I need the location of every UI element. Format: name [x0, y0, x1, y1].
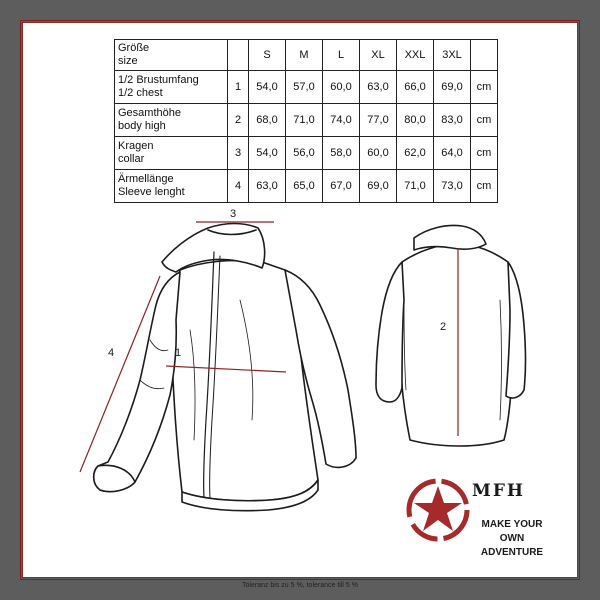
- cell-value: 65,0: [286, 170, 323, 203]
- jacket-back-collar: [414, 226, 486, 251]
- header-size-xl: XL: [360, 40, 397, 71]
- jacket-front-drawing: [94, 224, 356, 511]
- cell-value: 57,0: [286, 71, 323, 104]
- star-icon: [414, 486, 462, 531]
- cell-unit: cm: [471, 170, 498, 203]
- cell-value: 71,0: [286, 104, 323, 137]
- cell-value: 60,0: [323, 71, 360, 104]
- height-marker-label: 2: [440, 321, 447, 333]
- cell-value: 58,0: [323, 137, 360, 170]
- mfh-star-logo: [409, 481, 467, 539]
- tolerance-note: Toleranz bis zu 5 %, tolerance till 5 %: [242, 582, 358, 589]
- row-index: 3: [228, 137, 249, 170]
- cell-value: 80,0: [397, 104, 434, 137]
- row-index: 4: [228, 170, 249, 203]
- cell-value: 68,0: [249, 104, 286, 137]
- header-size-xxl: XXL: [397, 40, 434, 71]
- row-label-de: Gesamthöhe: [118, 107, 181, 119]
- cell-value: 69,0: [360, 170, 397, 203]
- header-size-s: S: [249, 40, 286, 71]
- row-label-en: body high: [118, 120, 166, 132]
- row-label-en: collar: [118, 153, 145, 165]
- jacket-back-right-sleeve: [506, 262, 526, 398]
- chest-marker-label: 1: [175, 347, 182, 359]
- header-size-l: L: [323, 40, 360, 71]
- cell-value: 67,0: [323, 170, 360, 203]
- row-label-en: 1/2 chest: [118, 87, 163, 99]
- cell-value: 73,0: [434, 170, 471, 203]
- cell-value: 63,0: [249, 170, 286, 203]
- header-size-3xl: 3XL: [434, 40, 471, 71]
- row-label-de: Ärmellänge: [118, 173, 174, 185]
- jacket-front-left-sleeve: [94, 272, 180, 492]
- cell-value: 64,0: [434, 137, 471, 170]
- cell-value: 77,0: [360, 104, 397, 137]
- cell-unit: cm: [471, 104, 498, 137]
- row-index: 1: [228, 71, 249, 104]
- row-index: 2: [228, 104, 249, 137]
- cell-value: 66,0: [397, 71, 434, 104]
- slogan-line-2: ADVENTURE: [480, 547, 544, 558]
- cell-value: 54,0: [249, 71, 286, 104]
- jacket-back-drawing: [376, 226, 526, 447]
- slogan-line-1: MAKE YOUR OWN: [481, 519, 543, 544]
- cell-value: 62,0: [397, 137, 434, 170]
- cell-value: 54,0: [249, 137, 286, 170]
- cell-value: 69,0: [434, 71, 471, 104]
- cell-unit: cm: [471, 137, 498, 170]
- cell-value: 56,0: [286, 137, 323, 170]
- brand-name: MFH: [472, 481, 525, 501]
- cell-value: 60,0: [360, 137, 397, 170]
- jacket-back-body: [400, 244, 513, 446]
- cell-value: 63,0: [360, 71, 397, 104]
- row-label-en: Sleeve lenght: [118, 186, 185, 198]
- cell-unit: cm: [471, 71, 498, 104]
- sleeve-marker-label: 4: [108, 347, 115, 359]
- jacket-back-left-sleeve: [376, 262, 404, 402]
- cell-value: 74,0: [323, 104, 360, 137]
- cell-value: 71,0: [397, 170, 434, 203]
- collar-marker-label: 3: [230, 208, 237, 220]
- header-label-en: size: [118, 55, 138, 67]
- row-label-de: 1/2 Brustumfang: [118, 74, 199, 86]
- header-size-m: M: [286, 40, 323, 71]
- header-label-de: Größe: [118, 42, 150, 54]
- brand-slogan: [471, 518, 553, 560]
- cell-value: 83,0: [434, 104, 471, 137]
- row-label-de: Kragen: [118, 140, 154, 152]
